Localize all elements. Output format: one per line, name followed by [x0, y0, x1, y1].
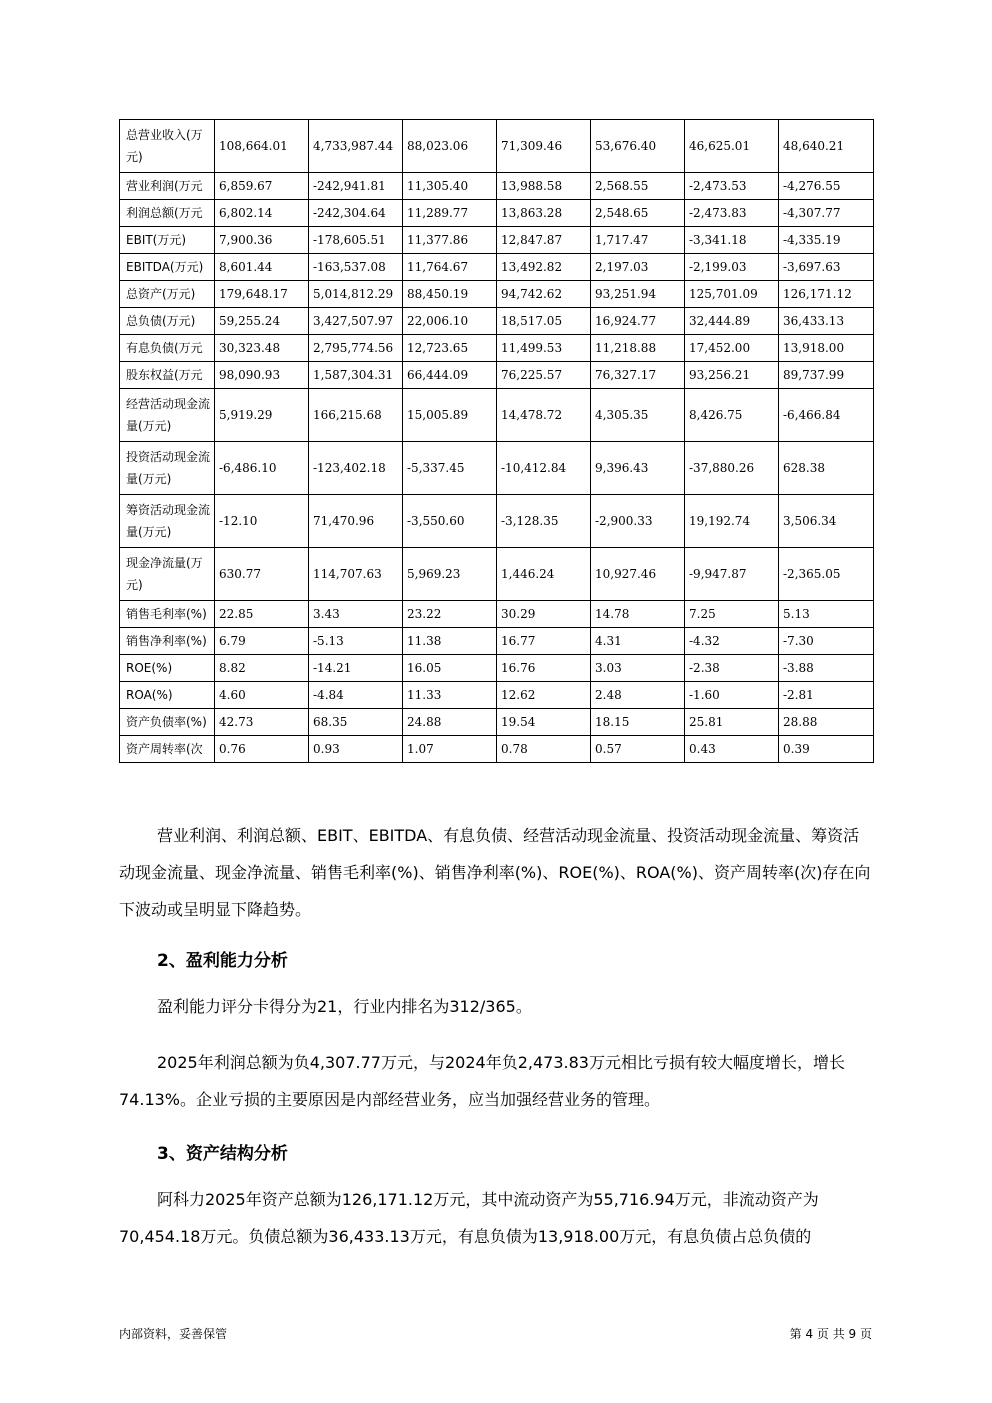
table-cell: 11,305.40: [403, 173, 497, 200]
table-cell: 10,927.46: [591, 548, 685, 601]
table-cell: -14.21: [309, 655, 403, 682]
table-cell: 71,309.46: [497, 120, 591, 173]
table-cell: 32,444.89: [685, 308, 779, 335]
row-label: 总营业收入(万元): [120, 120, 215, 173]
table-cell: 11,764.67: [403, 254, 497, 281]
table-cell: 11,377.86: [403, 227, 497, 254]
table-cell: 0.76: [215, 736, 309, 763]
table-cell: 12,723.65: [403, 335, 497, 362]
row-label: 销售净利率(%): [120, 628, 215, 655]
table-cell: 0.93: [309, 736, 403, 763]
asset-structure-paragraph: 阿科力2025年资产总额为126,171.12万元，其中流动资产为55,716.94万元，非流动资产为70,454.18万元。负债总额为36,433.13万元，有息负债为13,918.00万元，有息负债占总负债的: [119, 1190, 819, 1246]
table-cell: 2,795,774.56: [309, 335, 403, 362]
table-cell: 5.13: [779, 601, 874, 628]
table-cell: 48,640.21: [779, 120, 874, 173]
table-cell: 16.77: [497, 628, 591, 655]
table-cell: 4.60: [215, 682, 309, 709]
table-cell: 42.73: [215, 709, 309, 736]
table-cell: 76,225.57: [497, 362, 591, 389]
table-cell: -3,550.60: [403, 495, 497, 548]
table-cell: 16.05: [403, 655, 497, 682]
table-cell: 30,323.48: [215, 335, 309, 362]
table-cell: -163,537.08: [309, 254, 403, 281]
table-cell: 12,847.87: [497, 227, 591, 254]
table-cell: 1,587,304.31: [309, 362, 403, 389]
table-cell: 30.29: [497, 601, 591, 628]
table-cell: 3.43: [309, 601, 403, 628]
table-cell: 7,900.36: [215, 227, 309, 254]
row-label: 总负债(万元): [120, 308, 215, 335]
table-cell: 94,742.62: [497, 281, 591, 308]
table-cell: -3,128.35: [497, 495, 591, 548]
table-cell: 93,251.94: [591, 281, 685, 308]
table-cell: 98,090.93: [215, 362, 309, 389]
row-label: 总资产(万元): [120, 281, 215, 308]
table-cell: 108,664.01: [215, 120, 309, 173]
table-row: [120, 362, 874, 389]
table-cell: -1.60: [685, 682, 779, 709]
row-label: 有息负债(万元: [120, 335, 215, 362]
profit-analysis-paragraph: 2025年利润总额为负4,307.77万元，与2024年负2,473.83万元相比亏损有较大幅度增长，增长74.13%。企业亏损的主要原因是内部经营业务，应当加强经营业务的管理。: [119, 1053, 845, 1109]
table-cell: 16,924.77: [591, 308, 685, 335]
row-label: 资产负债率(%): [120, 709, 215, 736]
table-cell: -242,304.64: [309, 200, 403, 227]
table-cell: 5,919.29: [215, 389, 309, 442]
table-cell: 3.03: [591, 655, 685, 682]
table-cell: -12.10: [215, 495, 309, 548]
table-cell: -2.38: [685, 655, 779, 682]
row-label: 经营活动现金流量(万元): [120, 389, 215, 442]
row-label: EBITDA(万元): [120, 254, 215, 281]
table-cell: -4,307.77: [779, 200, 874, 227]
table-cell: 5,014,812.29: [309, 281, 403, 308]
table-cell: 11,289.77: [403, 200, 497, 227]
row-label: 投资活动现金流量(万元): [120, 442, 215, 495]
table-cell: -178,605.51: [309, 227, 403, 254]
table-cell: 89,737.99: [779, 362, 874, 389]
table-cell: 23.22: [403, 601, 497, 628]
table-cell: -123,402.18: [309, 442, 403, 495]
table-cell: 24.88: [403, 709, 497, 736]
table-cell: 5,969.23: [403, 548, 497, 601]
table-row: [120, 227, 874, 254]
table-row: [120, 389, 874, 442]
table-row: [120, 682, 874, 709]
table-cell: 88,450.19: [403, 281, 497, 308]
table-cell: 28.88: [779, 709, 874, 736]
table-cell: 13,492.82: [497, 254, 591, 281]
table-cell: 11,218.88: [591, 335, 685, 362]
row-label: ROA(%): [120, 682, 215, 709]
table-cell: -6,466.84: [779, 389, 874, 442]
table-cell: 46,625.01: [685, 120, 779, 173]
table-row: [120, 281, 874, 308]
financial-table: [119, 119, 874, 763]
row-label: 股东权益(万元: [120, 362, 215, 389]
table-cell: 0.39: [779, 736, 874, 763]
table-cell: 11,499.53: [497, 335, 591, 362]
table-cell: -4,335.19: [779, 227, 874, 254]
table-cell: -4,276.55: [779, 173, 874, 200]
table-cell: -242,941.81: [309, 173, 403, 200]
table-row: [120, 120, 874, 173]
table-cell: 66,444.09: [403, 362, 497, 389]
table-cell: 8.82: [215, 655, 309, 682]
profitability-score-paragraph: 盈利能力评分卡得分为21，行业内排名为312/365。: [157, 997, 532, 1016]
table-cell: 9,396.43: [591, 442, 685, 495]
table-cell: 25.81: [685, 709, 779, 736]
trend-paragraph: 营业利润、利润总额、EBIT、EBITDA、有息负债、经营活动现金流量、投资活动现金流量、筹资活动现金流量、现金净流量、销售毛利率(%)、销售净利率(%)、ROE(%)、ROA(%)、资产周转率(次)存在向下波动或呈明显下降趋势。: [119, 826, 871, 919]
table-cell: -3,697.63: [779, 254, 874, 281]
table-row: [120, 495, 874, 548]
table-cell: 11.38: [403, 628, 497, 655]
table-cell: 0.43: [685, 736, 779, 763]
table-cell: -5.13: [309, 628, 403, 655]
table-cell: 13,918.00: [779, 335, 874, 362]
table-cell: 4,305.35: [591, 389, 685, 442]
table-cell: 6.79: [215, 628, 309, 655]
table-cell: 7.25: [685, 601, 779, 628]
table-cell: 14.78: [591, 601, 685, 628]
table-cell: 114,707.63: [309, 548, 403, 601]
table-cell: 0.57: [591, 736, 685, 763]
table-cell: -37,880.26: [685, 442, 779, 495]
row-label: ROE(%): [120, 655, 215, 682]
row-label: 销售毛利率(%): [120, 601, 215, 628]
table-row: [120, 254, 874, 281]
table-cell: 53,676.40: [591, 120, 685, 173]
table-cell: 125,701.09: [685, 281, 779, 308]
table-cell: 11.33: [403, 682, 497, 709]
table-cell: 3,427,507.97: [309, 308, 403, 335]
table-cell: 15,005.89: [403, 389, 497, 442]
table-cell: -5,337.45: [403, 442, 497, 495]
table-row: [120, 655, 874, 682]
table-cell: 2.48: [591, 682, 685, 709]
table-cell: 166,215.68: [309, 389, 403, 442]
table-cell: 1.07: [403, 736, 497, 763]
table-cell: -2,199.03: [685, 254, 779, 281]
table-row: [120, 709, 874, 736]
table-cell: -9,947.87: [685, 548, 779, 601]
table-cell: -2,365.05: [779, 548, 874, 601]
section-heading-profitability: 2、盈利能力分析: [157, 951, 288, 971]
table-row: [120, 308, 874, 335]
table-cell: 179,648.17: [215, 281, 309, 308]
table-cell: 4.31: [591, 628, 685, 655]
table-cell: 17,452.00: [685, 335, 779, 362]
table-cell: 19.54: [497, 709, 591, 736]
table-cell: 18,517.05: [497, 308, 591, 335]
table-cell: 93,256.21: [685, 362, 779, 389]
footer-page-number: 第 4 页 共 9 页: [789, 1327, 872, 1341]
table-cell: -4.32: [685, 628, 779, 655]
row-label: 资产周转率(次: [120, 736, 215, 763]
row-label: 现金净流量(万元): [120, 548, 215, 601]
table-cell: 630.77: [215, 548, 309, 601]
table-row: [120, 173, 874, 200]
table-cell: 4,733,987.44: [309, 120, 403, 173]
table-cell: 8,601.44: [215, 254, 309, 281]
table-cell: 1,717.47: [591, 227, 685, 254]
table-cell: 22.85: [215, 601, 309, 628]
table-cell: 6,802.14: [215, 200, 309, 227]
table-cell: -6,486.10: [215, 442, 309, 495]
table-cell: 71,470.96: [309, 495, 403, 548]
table-cell: 2,568.55: [591, 173, 685, 200]
row-label: EBIT(万元): [120, 227, 215, 254]
table-cell: 6,859.67: [215, 173, 309, 200]
table-row: [120, 628, 874, 655]
table-cell: 13,988.58: [497, 173, 591, 200]
table-cell: -2.81: [779, 682, 874, 709]
table-cell: -3,341.18: [685, 227, 779, 254]
table-cell: 22,006.10: [403, 308, 497, 335]
table-cell: 628.38: [779, 442, 874, 495]
table-row: [120, 736, 874, 763]
table-cell: 2,197.03: [591, 254, 685, 281]
row-label: 营业利润(万元: [120, 173, 215, 200]
table-cell: -10,412.84: [497, 442, 591, 495]
table-cell: 19,192.74: [685, 495, 779, 548]
table-row: [120, 200, 874, 227]
row-label: 筹资活动现金流量(万元): [120, 495, 215, 548]
table-cell: -2,473.83: [685, 200, 779, 227]
table-cell: 8,426.75: [685, 389, 779, 442]
table-cell: 0.78: [497, 736, 591, 763]
table-cell: 126,171.12: [779, 281, 874, 308]
table-row: [120, 601, 874, 628]
table-cell: -4.84: [309, 682, 403, 709]
table-cell: -7.30: [779, 628, 874, 655]
table-cell: 1,446.24: [497, 548, 591, 601]
table-cell: 36,433.13: [779, 308, 874, 335]
table-cell: -2,473.53: [685, 173, 779, 200]
financial-table-wrapper: [119, 119, 873, 763]
table-cell: 12.62: [497, 682, 591, 709]
table-cell: 76,327.17: [591, 362, 685, 389]
table-cell: -3.88: [779, 655, 874, 682]
table-cell: 68.35: [309, 709, 403, 736]
table-cell: 88,023.06: [403, 120, 497, 173]
table-row: [120, 335, 874, 362]
table-cell: 18.15: [591, 709, 685, 736]
table-cell: 14,478.72: [497, 389, 591, 442]
footer-confidential-note: 内部资料，妥善保管: [119, 1327, 228, 1341]
table-cell: 59,255.24: [215, 308, 309, 335]
table-row: [120, 442, 874, 495]
table-cell: 2,548.65: [591, 200, 685, 227]
table-cell: 3,506.34: [779, 495, 874, 548]
section-heading-asset-structure: 3、资产结构分析: [157, 1144, 288, 1164]
table-cell: -2,900.33: [591, 495, 685, 548]
table-cell: 13,863.28: [497, 200, 591, 227]
table-row: [120, 548, 874, 601]
table-cell: 16.76: [497, 655, 591, 682]
row-label: 利润总额(万元: [120, 200, 215, 227]
